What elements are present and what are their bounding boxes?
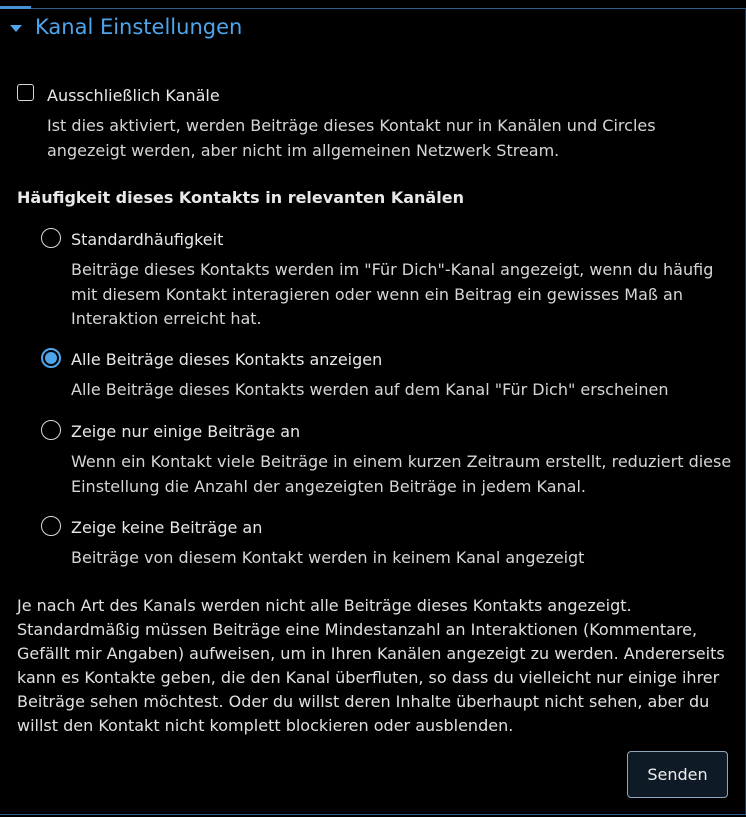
section-toggle[interactable]: [10, 13, 242, 41]
radio-all-posts-description: Alle Beiträge dieses Kontakts werden auf dem Kanal "Für Dich" erscheinen: [71, 380, 669, 399]
explanation-text: Je nach Art des Kanals werden nicht alle Beiträge dieses Kontakts angezeigt. Standardmäßig müssen Beiträge eine Mindestanzahl an Interaktionen (Kommentare, Gefällt mir Angaben) aufweisen, um in Ihren Kanälen angezeigt zu werden. Andererseits kann es Kontakte geben, die den Kanal überfluten, so dass du vielleicht nur einige ihrer Beiträge sehen möchtest. Oder du willst deren Inhalte überhaupt nicht sehen, aber du willst den Kontakt nicht komplett blockieren oder ausblenden.: [17, 596, 725, 735]
panel-top-border: [0, 8, 746, 9]
radio-all-posts[interactable]: [41, 348, 61, 368]
radio-default-frequency-description: Beiträge dieses Kontakts werden im "Für Dich"-Kanal angezeigt, wenn du häufig mit diesem Kontakt interagieren oder wenn ein Beitrag ein gewisses Maß an Interaktion erreicht hat.: [71, 260, 714, 328]
radio-all-posts-label[interactable]: Alle Beiträge dieses Kontakts anzeigen: [71, 350, 383, 369]
radio-default-frequency[interactable]: [41, 228, 61, 248]
panel-bottom-border: [0, 814, 746, 815]
channels-only-label[interactable]: Ausschließlich Kanäle: [47, 86, 220, 105]
channels-only-checkbox[interactable]: [17, 84, 34, 101]
send-button[interactable]: Senden: [627, 751, 728, 798]
radio-no-posts-description: Beiträge von diesem Kontakt werden in keinem Kanal angezeigt: [71, 548, 585, 567]
radio-reduced-posts-description: Wenn ein Kontakt viele Beiträge in einem kurzen Zeitraum erstellt, reduziert diese Einstellung die Anzahl der angezeigten Beiträge in jedem Kanal.: [71, 452, 732, 496]
section-title: Kanal Einstellungen: [35, 15, 243, 39]
radio-reduced-posts-label[interactable]: Zeige nur einige Beiträge an: [71, 422, 301, 441]
channels-only-description: Ist dies aktiviert, werden Beiträge dieses Kontakt nur in Kanälen und Circles angezeigt werden, aber nicht im allgemeinen Netzwerk Stream.: [47, 116, 656, 160]
radio-no-posts[interactable]: [41, 516, 61, 536]
caret-down-icon: [10, 25, 22, 32]
frequency-heading: Häufigkeit dieses Kontakts in relevanten Kanälen: [17, 188, 464, 207]
panel-top-accent: [0, 6, 31, 9]
radio-default-frequency-label[interactable]: Standardhäufigkeit: [71, 230, 224, 249]
radio-reduced-posts[interactable]: [41, 420, 61, 440]
radio-no-posts-label[interactable]: Zeige keine Beiträge an: [71, 518, 263, 537]
